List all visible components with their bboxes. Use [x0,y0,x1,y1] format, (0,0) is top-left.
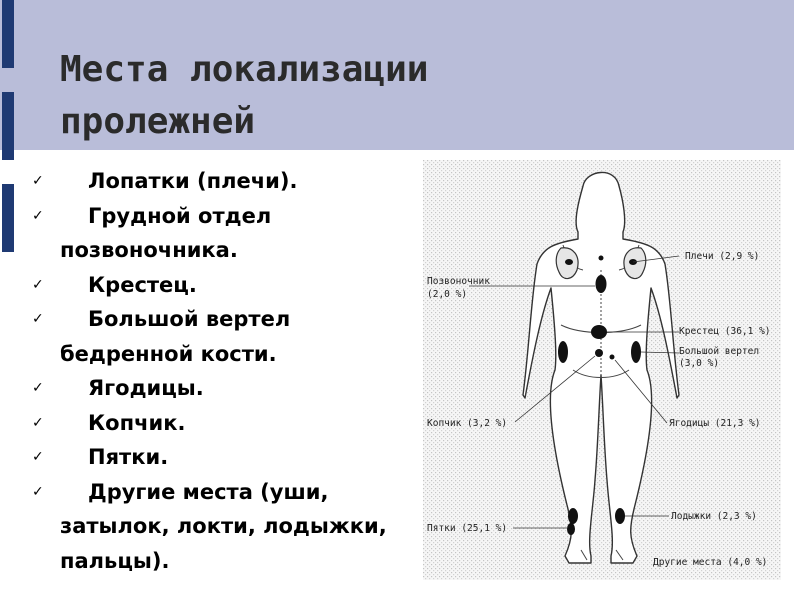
list-item [32,164,420,199]
decorative-side-bars [0,0,22,595]
trochanter-mark-right [631,341,641,363]
title-line: пролежней [60,101,256,142]
ankle-mark-left [568,508,578,524]
label-other: Другие места (4,0 %) [653,557,768,568]
label-trochanter-percent: (3,0 %) [679,358,720,369]
buttock-mark [610,355,615,360]
shoulder-mark-left [565,259,573,265]
checkmark-icon: ✓ [32,276,44,293]
spine-mark [596,275,607,293]
list-item [32,440,420,475]
ankle-mark-right [615,508,625,524]
label-spine-percent: (2,0 %) [427,289,468,300]
list-item-text: Ягодицы. [88,376,204,400]
side-bar-segment [2,184,14,252]
page-title [60,44,680,148]
label-sacrum: Крестец (36,1 %) [679,326,771,337]
checkmark-icon: ✓ [32,380,44,396]
sacrum-mark [591,325,607,339]
side-bar-segment [2,92,14,160]
checkmark-icon: ✓ [32,449,44,465]
checkmark-icon: ✓ [32,173,44,189]
checkmark-icon: ✓ [32,483,44,500]
list-item [32,302,420,371]
title-line: Места локализации [60,49,429,90]
checkmark-icon: ✓ [32,414,44,431]
list-item-text: Другие места (уши, затылок, локти, лодыжки, пальцы). [60,479,387,573]
heel-mark-left [567,523,575,535]
label-coccyx: Копчик (3,2 %) [427,418,508,429]
list-item-text: Крестец. [88,272,197,297]
side-bar-segment [2,0,14,68]
list-item [32,371,420,406]
label-ankles: Лодыжки (2,3 %) [671,511,757,522]
spine-mark-small [599,256,604,261]
bullet-list [32,164,420,578]
label-spine: Позвоночник [427,276,490,287]
list-item [32,406,420,441]
checkmark-icon: ✓ [32,311,44,327]
checkmark-icon: ✓ [32,207,44,224]
list-item [32,199,420,268]
list-item-text: Лопатки (плечи). [88,169,298,193]
list-item-text: Пятки. [88,445,169,469]
list-item [32,475,420,579]
list-item-text: Большой вертел бедренной кости. [60,307,291,366]
list-item-text: Копчик. [88,410,186,435]
label-trochanter: Большой вертел [679,346,760,357]
list-item-text: Грудной отдел позвоночника. [60,203,272,262]
label-buttocks: Ягодицы (21,3 %) [669,418,761,429]
list-item [32,268,420,303]
label-shoulders: Плечи (2,9 %) [685,251,760,262]
label-heels: Пятки (25,1 %) [427,523,508,534]
coccyx-mark [595,349,603,357]
pressure-sore-figure [423,160,781,580]
trochanter-mark-left [558,341,568,363]
